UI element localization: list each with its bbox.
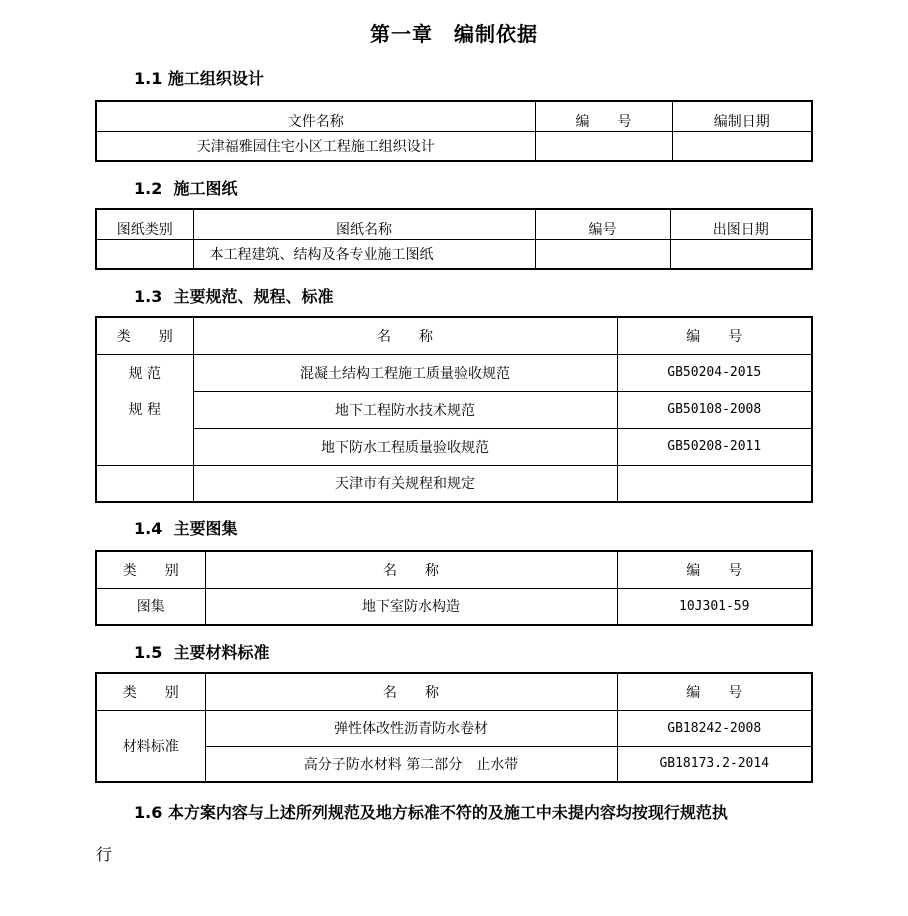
header-cell: 图纸类别 — [96, 209, 193, 239]
section-heading-1-2: 1.2 施工图纸 — [134, 179, 238, 198]
table-cell — [670, 239, 812, 269]
table-cell: GB50204-2015 — [617, 354, 812, 391]
table-cell: 弹性体改性沥青防水卷材 — [205, 710, 617, 746]
category-cell: 材料标准 — [96, 710, 205, 782]
table-cell: 高分子防水材料 第二部分 止水带 — [205, 746, 617, 782]
table-cell: GB18242-2008 — [617, 710, 812, 746]
closing-paragraph: 1.6 本方案内容与上述所列规范及地方标准不符的及施工中未提内容均按现行规范执 — [134, 803, 728, 822]
table-cell — [535, 131, 672, 161]
table-row — [96, 391, 812, 428]
header-cell: 图纸名称 — [193, 209, 535, 239]
header-cell: 名 称 — [193, 317, 617, 354]
table-atlas — [95, 550, 813, 626]
header-cell: 名 称 — [205, 673, 617, 710]
table-cell — [672, 131, 812, 161]
table-row — [96, 354, 812, 391]
section-heading-1-5: 1.5 主要材料标准 — [134, 643, 270, 662]
header-cell: 编号 — [535, 209, 670, 239]
header-cell: 类 别 — [96, 317, 193, 354]
table-header-row — [96, 101, 812, 131]
table-row — [96, 588, 812, 625]
table-header-row — [96, 317, 812, 354]
table-cell: 地下工程防水技术规范 — [193, 391, 617, 428]
table-cell: 混凝土结构工程施工质量验收规范 — [193, 354, 617, 391]
header-cell: 文件名称 — [96, 101, 535, 131]
table-construction-design — [95, 100, 813, 162]
table-cell: 地下防水工程质量验收规范 — [193, 428, 617, 465]
header-cell: 名 称 — [205, 551, 617, 588]
table-row — [96, 465, 812, 502]
header-cell: 类 别 — [96, 673, 205, 710]
table-row — [96, 428, 812, 465]
table-cell: 10J301-59 — [617, 588, 812, 625]
header-cell: 编 号 — [617, 551, 812, 588]
header-cell: 出图日期 — [670, 209, 812, 239]
table-drawings — [95, 208, 813, 270]
closing-paragraph-continuation: 行 — [96, 845, 113, 864]
page-title: 第一章 编制依据 — [370, 22, 538, 46]
table-cell: GB18173.2-2014 — [617, 746, 812, 782]
header-cell: 编 号 — [617, 673, 812, 710]
table-row — [96, 710, 812, 746]
table-cell — [617, 465, 812, 502]
table-cell: 图集 — [96, 588, 205, 625]
header-cell: 编 号 — [535, 101, 672, 131]
table-row — [96, 239, 812, 269]
table-row — [96, 131, 812, 161]
section-heading-1-4: 1.4 主要图集 — [134, 519, 238, 538]
table-standards — [95, 316, 813, 503]
table-header-row — [96, 551, 812, 588]
table-cell: 天津市有关规程和规定 — [193, 465, 617, 502]
category-cell: 规 范 规 程 — [96, 354, 193, 465]
table-header-row — [96, 673, 812, 710]
table-header-row — [96, 209, 812, 239]
header-cell: 编 号 — [617, 317, 812, 354]
table-cell: GB50208-2011 — [617, 428, 812, 465]
table-cell — [535, 239, 670, 269]
table-cell — [96, 239, 193, 269]
section-heading-1-1: 1.1 施工组织设计 — [134, 69, 264, 88]
header-cell: 编制日期 — [672, 101, 812, 131]
table-materials — [95, 672, 813, 783]
table-cell: 本工程建筑、结构及各专业施工图纸 — [193, 239, 535, 269]
section-heading-1-3: 1.3 主要规范、规程、标准 — [134, 287, 334, 306]
table-cell: 天津福雅园住宅小区工程施工组织设计 — [96, 131, 535, 161]
table-cell — [96, 465, 193, 502]
table-cell: 地下室防水构造 — [205, 588, 617, 625]
table-cell: GB50108-2008 — [617, 391, 812, 428]
header-cell: 类 别 — [96, 551, 205, 588]
